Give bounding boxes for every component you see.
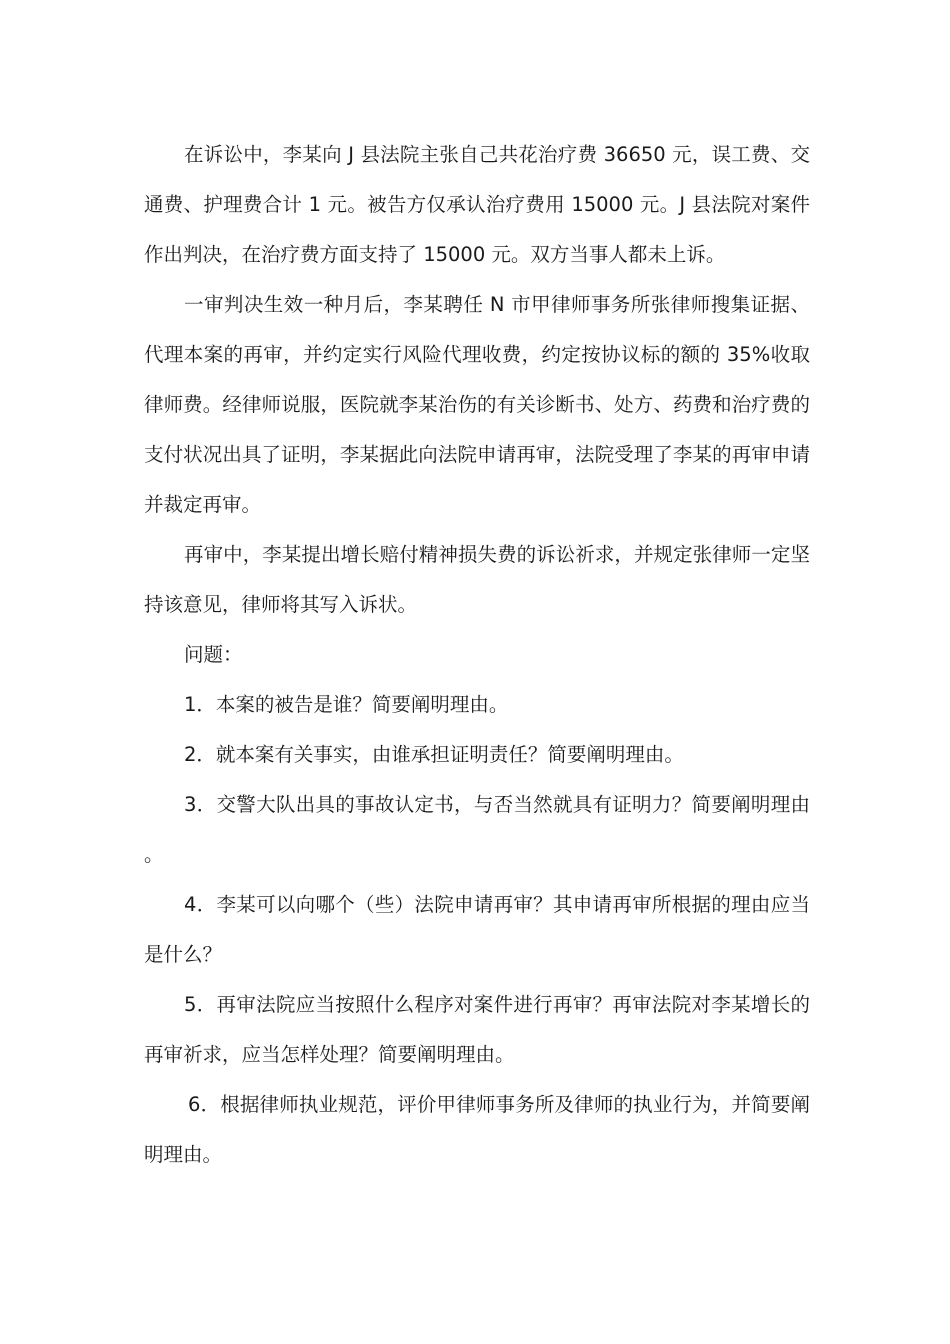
document-body: [144, 130, 810, 1180]
question-item-2: 2．就本案有关事实，由谁承担证明责任？简要阐明理由。: [184, 743, 684, 766]
question-item-5: 5．再审法院应当按照什么程序对案件进行再审？再审法院对李某增长的再审祈求，应当怎样处理？简要阐明理由。: [144, 993, 810, 1066]
questions-heading: 问题：: [184, 643, 243, 666]
question-item-1: 1．本案的被告是谁？简要阐明理由。: [184, 693, 509, 716]
question-item-3: 3．交警大队出具的事故认定书，与否当然就具有证明力？简要阐明理由。: [144, 793, 810, 866]
question-item-6: 6．根据律师执业规范，评价甲律师事务所及律师的执业行为，并简要阐明理由。: [144, 1093, 810, 1166]
question-item-4: 4．李某可以向哪个（些）法院申请再审？其申请再审所根据的理由应当是什么？: [144, 893, 810, 966]
paragraph-retrial-engagement: 一审判决生效一种月后，李某聘任 N 市甲律师事务所张律师搜集证据、代理本案的再审，并约定实行风险代理收费，约定按协议标的额的 35%收取律师费。经律师说服，医院就李某治伤的有关诊断书、处方、药费和治疗费的支付状况出具了证明，李某据此向法院申请再审，法院受理了李某的再审申请并裁定再审。: [144, 293, 810, 516]
paragraph-litigation-claims: 在诉讼中，李某向 J 县法院主张自己共花治疗费 36650 元，误工费、交通费、护理费合计 1 元。被告方仅承认治疗费用 15000 元。J 县法院对案件作出判决，在治疗费方面支持了 15000 元。双方当事人都未上诉。: [144, 143, 810, 266]
paragraph-retrial-request: 再审中，李某提出增长赔付精神损失费的诉讼祈求，并规定张律师一定坚持该意见，律师将其写入诉状。: [144, 543, 810, 616]
